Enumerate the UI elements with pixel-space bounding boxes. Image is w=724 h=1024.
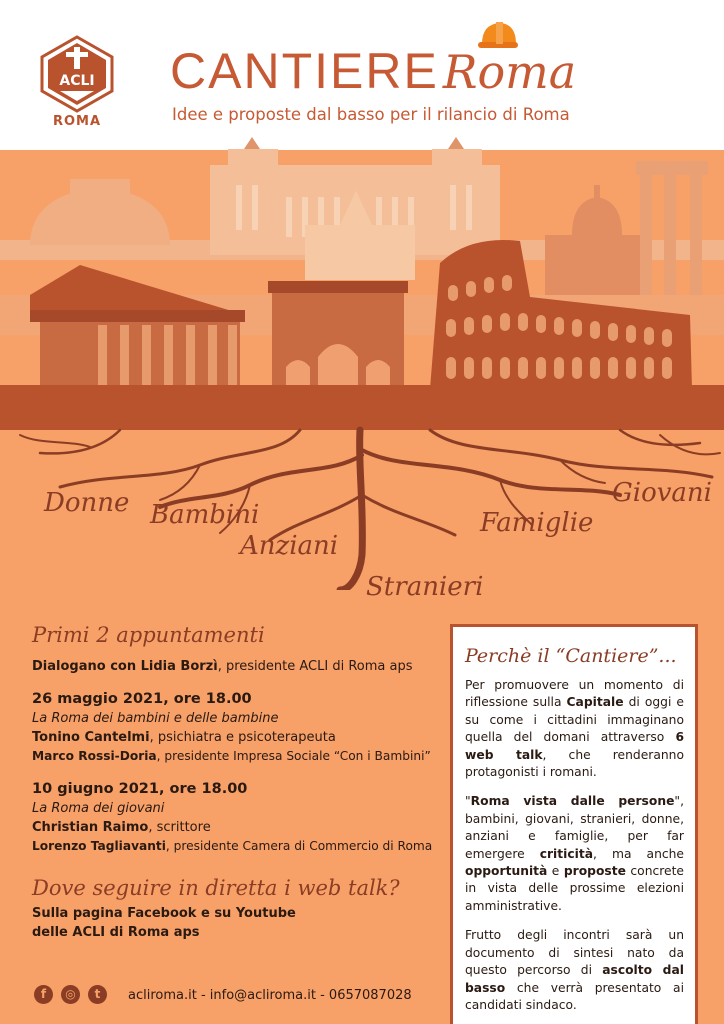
- acli-logo-icon: [40, 35, 114, 113]
- box-p2-text: concrete in vista delle prossime elezioni amministrative.: [465, 864, 684, 913]
- moderator-role: , presidente ACLI di Roma aps: [217, 659, 413, 674]
- event-2-date: 10 giugno 2021, ore 18.00: [32, 781, 248, 797]
- live-heading: Dove seguire in diretta i web talk?: [32, 876, 400, 900]
- box-title: Perchè il “Cantiere”...: [465, 645, 677, 667]
- event-1-speaker-1-name: Tonino Cantelmi: [32, 730, 150, 745]
- tag-stranieri: Stranieri: [366, 572, 484, 602]
- box-p2-bold: opportunità: [465, 864, 548, 879]
- event-2-topic: La Roma dei giovani: [32, 801, 165, 816]
- event-2-speaker-2: [32, 837, 442, 856]
- box-p1-bold: 6 web talk: [465, 730, 684, 762]
- box-paragraph-3: [465, 927, 684, 1014]
- event-1-speaker-1-role: , psichiatra e psicoterapeuta: [149, 730, 336, 745]
- event-1-speaker-2: [32, 747, 442, 766]
- moderator-line: [32, 657, 442, 676]
- box-p1-text: Per promuovere un momento di riflessione sulla: [465, 678, 684, 710]
- live-line-1: Sulla pagina Facebook e su Youtube: [32, 906, 296, 921]
- event-1-speaker-1: [32, 728, 442, 747]
- box-p2-bold: Roma vista dalle persone: [470, 794, 675, 809]
- appointments-section: [32, 623, 442, 942]
- event-2-speaker-2-role: , presidente Camera di Commercio di Roma: [165, 839, 433, 853]
- box-paragraph-2: [465, 793, 684, 915]
- box-p3-text: che verrà presentato ai candidati sindaco.: [465, 980, 684, 1012]
- box-p2-text: ": [465, 794, 471, 809]
- event-2-speaker-1: [32, 818, 442, 837]
- box-paragraph-1: [465, 677, 684, 781]
- event-2-speaker-2-name: Lorenzo Tagliavanti: [32, 839, 166, 853]
- instagram-icon[interactable]: ◎: [61, 985, 80, 1004]
- event-2-speaker-1-role: , scrittore: [148, 820, 211, 835]
- rome-skyline-illustration: [0, 135, 724, 590]
- box-p1-text: , che renderanno protagonisti i romani.: [465, 747, 684, 780]
- moderator-name: Dialogano con Lidia Borzì: [32, 659, 218, 674]
- event-1-topic: La Roma dei bambini e delle bambine: [32, 711, 279, 726]
- box-p2-text: ", bambini, giovani, stranieri, donne, anziani e famiglie, per far emergere: [465, 794, 684, 861]
- facebook-icon[interactable]: f: [34, 985, 53, 1004]
- contacts-line: acliroma.it - info@acliroma.it - 0657087028: [128, 988, 412, 1003]
- event-1-speaker-2-role: , presidente Impresa Sociale “Con i Bambini”: [156, 749, 431, 763]
- page-title: [170, 42, 576, 100]
- appointments-heading: Primi 2 appuntamenti: [32, 623, 265, 647]
- box-p2-text: , ma anche: [593, 846, 684, 861]
- event-1-speaker-2-name: Marco Rossi-Doria: [32, 749, 157, 763]
- event-1-date: 26 maggio 2021, ore 18.00: [32, 691, 252, 707]
- twitter-icon[interactable]: t: [88, 985, 107, 1004]
- event-2-speaker-1-name: Christian Raimo: [32, 820, 149, 835]
- tag-bambini: Bambini: [150, 500, 260, 530]
- title-accent: Roma: [442, 45, 577, 99]
- box-p2-text: e: [547, 864, 564, 879]
- box-p2-bold: proposte: [563, 864, 626, 879]
- box-p2-bold: criticità: [539, 846, 594, 861]
- why-cantiere-box: [450, 624, 698, 1024]
- box-p3-text: Frutto degli incontri sarà un documento di sintesi nato da questo percorso di: [465, 928, 684, 978]
- logo-text: ACLI: [59, 73, 95, 89]
- tag-anziani: Anziani: [240, 531, 339, 561]
- title-main: CANTIERE: [170, 43, 439, 99]
- social-links: [34, 985, 107, 1004]
- tag-famiglie: Famiglie: [480, 508, 594, 538]
- subtitle: Idee e proposte dal basso per il rilancio di Roma: [172, 105, 570, 124]
- box-p1-bold: Capitale: [566, 695, 624, 710]
- box-p1-text: di oggi e su come i cittadini immaginano quella del domani attraverso: [465, 695, 684, 745]
- tag-donne: Donne: [44, 488, 130, 518]
- tag-giovani: Giovani: [612, 478, 712, 508]
- header: [0, 0, 724, 150]
- live-line-2: delle ACLI di Roma aps: [32, 925, 200, 940]
- logo-city: ROMA: [52, 114, 102, 129]
- box-p3-bold: ascolto dal basso: [465, 963, 684, 995]
